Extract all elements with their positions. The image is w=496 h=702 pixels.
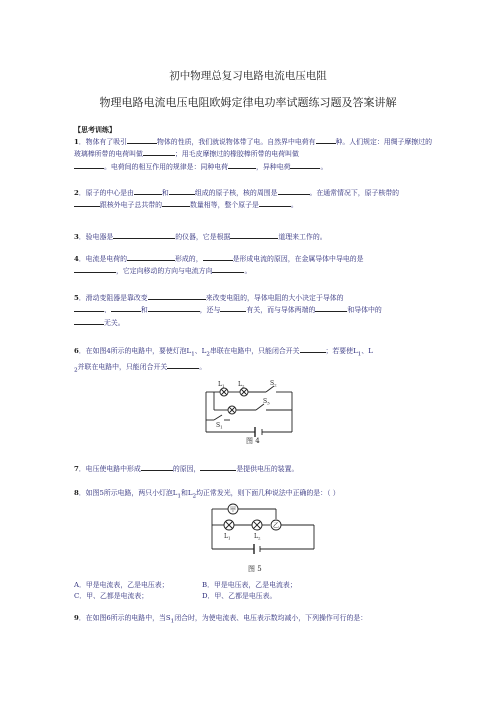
answer-blank[interactable] xyxy=(74,199,100,207)
answer-blank[interactable] xyxy=(220,304,246,312)
question-number: 6 xyxy=(74,347,79,355)
figure-5-caption: 图 5 xyxy=(248,565,262,573)
answer-blank[interactable] xyxy=(212,265,244,273)
answer-blank[interactable] xyxy=(74,161,104,169)
answer-blank[interactable] xyxy=(113,231,175,239)
answer-blank[interactable] xyxy=(134,187,162,195)
label-L1: $L_1$ xyxy=(218,381,225,389)
label-L2: $L_2$ xyxy=(254,533,261,541)
question-number: 9 xyxy=(74,614,79,622)
answer-blank[interactable] xyxy=(74,317,104,325)
answer-blank[interactable] xyxy=(148,292,206,300)
answer-blank[interactable] xyxy=(230,231,278,239)
question-number: 4 xyxy=(74,255,79,263)
page-title: 初中物理总复习电路电流电压电阻 xyxy=(169,70,327,82)
question-6: 6．在如图4所示的电路中，要使灯泡$L_1$、$L_2$串联在电路中，只能闭合开关 ；若要使$L_1$、L $_2$并联在电路中，只能闭合开关 。 xyxy=(74,347,373,374)
answer-blank[interactable] xyxy=(74,265,116,273)
option-b[interactable]: B．甲是电压表，乙是电流表； xyxy=(202,581,297,589)
circuit-diagram-fig4 xyxy=(200,380,296,440)
question-9: 9．在如图6所示的电路中，当$S_1$闭合时，为使电流表、电压表示数均减小，下列操作可行的是： xyxy=(74,614,368,625)
question-5: 5．滑动变阻器是靠改变 来改变电阻的，导体电阻的大小决定于导体的 、 和 ，还与 有关，而与导体两端的 和导体中的 无关。 xyxy=(74,294,382,327)
question-8: 8．如图5所示电路，两只小灯泡$L_1$和$L_2$均正常发光，则下面几种说法中正确的是：（ ） xyxy=(74,489,340,500)
question-7: 7．电压使电路中形成 的原因， 是提供电压的装置。 xyxy=(74,465,299,473)
question-3: 3．验电器是 的仪器，它是根据 道理来工作的。 xyxy=(74,233,327,241)
answer-blank[interactable] xyxy=(200,463,236,471)
answer-blank[interactable] xyxy=(290,161,320,169)
answer-blank[interactable] xyxy=(148,304,200,312)
answer-blank[interactable] xyxy=(259,199,291,207)
page-subtitle: 物理电路电流电压电阻欧姆定律电功率试题练习题及答案讲解 xyxy=(99,96,397,109)
label-S1: $S_1$ xyxy=(216,422,223,430)
answer-blank[interactable] xyxy=(300,345,326,353)
label-L2: $L_2$ xyxy=(238,381,245,389)
answer-blank[interactable] xyxy=(315,304,347,312)
question-number: 5 xyxy=(74,294,79,302)
answer-blank[interactable] xyxy=(228,161,256,169)
answer-blank[interactable] xyxy=(278,187,310,195)
answer-blank[interactable] xyxy=(111,304,141,312)
section-heading: 【思考训练】 xyxy=(74,125,116,134)
answer-blank[interactable] xyxy=(141,463,173,471)
label-S2: $S_2$ xyxy=(270,380,277,388)
answer-blank[interactable] xyxy=(74,304,104,312)
option-d[interactable]: D．甲、乙都是电压表。 xyxy=(202,592,277,600)
circuit-diagram-fig5 xyxy=(202,501,330,561)
question-number: 1 xyxy=(74,138,79,146)
answer-blank[interactable] xyxy=(143,148,175,156)
meter-yi-label: 乙 xyxy=(273,522,280,530)
question-2: 2．原子的中心是由 和 组成的原子核，核的周围是 。在通常情况下，原子核带的 跟核外电子总共带的 数量相等，整个原子是 。 xyxy=(74,189,400,210)
option-a[interactable]: A．甲是电流表，乙是电压表； xyxy=(74,581,169,589)
figure-4-caption: 图 4 xyxy=(246,437,260,445)
question-number: 3 xyxy=(74,233,79,241)
answer-blank[interactable] xyxy=(127,253,175,261)
answer-blank[interactable] xyxy=(162,199,190,207)
question-4: 4．电流是电荷的 形成的， 是形成电流的原因，在金属导体中导电的是 ，它定向移动的方向与电流方向 。 xyxy=(74,255,364,276)
answer-blank[interactable] xyxy=(167,361,199,369)
question-number: 7 xyxy=(74,465,79,473)
question-number: 8 xyxy=(74,489,79,497)
label-L1: $L_1$ xyxy=(224,533,231,541)
answer-blank[interactable] xyxy=(169,187,195,195)
answer-blank[interactable] xyxy=(127,136,157,144)
question-number: 2 xyxy=(74,189,79,197)
meter-jia-label: 甲 xyxy=(230,506,237,514)
option-c[interactable]: C．甲、乙都是电流表； xyxy=(74,592,149,600)
answer-blank[interactable] xyxy=(316,136,336,144)
label-S3: $S_3$ xyxy=(263,398,270,406)
answer-blank[interactable] xyxy=(203,253,233,261)
question-1: 1．物体有了吸引 物体的性质，我们就说物体带了电。自然界中电荷有 种。人们规定：用绸子摩擦过的玻璃棒所带的电荷叫做 ；用毛皮摩擦过的橡胶棒所带的电荷叫做 。电荷间的相互作用的规律是：同种电荷 ，异种电荷 。 xyxy=(74,138,432,171)
question-8-options xyxy=(74,580,297,602)
